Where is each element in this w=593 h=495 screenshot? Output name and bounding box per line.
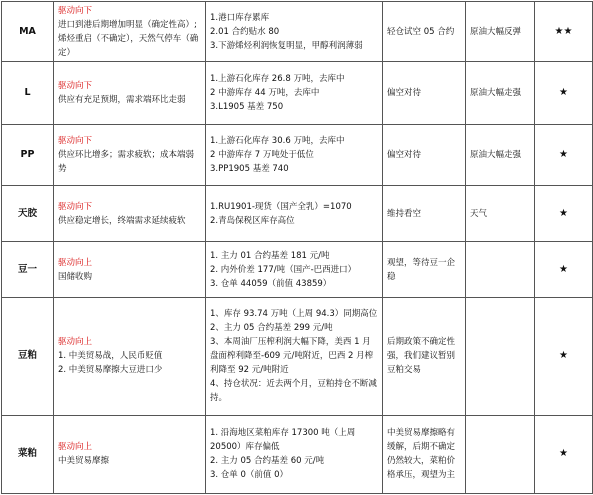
rating-stars: ★ (535, 186, 593, 242)
detail-line: 3.PP1905 基差 740 (210, 164, 289, 175)
driver-cell (54, 62, 206, 125)
detail-cell (206, 186, 383, 242)
driver-cell (54, 297, 206, 415)
detail-cell (206, 242, 383, 297)
detail-line: 1.上游石化库存 26.8 万吨，去库中 (210, 74, 345, 85)
strategy-cell: 轻仓试空 05 合约 (383, 2, 466, 62)
rating-stars: ★ (535, 125, 593, 186)
strategy-cell: 维持看空 (383, 186, 466, 242)
detail-line: 1. 主力 01 合约基差 181 元/吨 (210, 250, 330, 261)
risk-cell (466, 242, 535, 297)
detail-line: 4、持仓状况：近去两个月，豆粕持仓不断减持。 (210, 379, 377, 404)
rating-stars: ★ (535, 62, 593, 125)
detail-cell (206, 297, 383, 415)
detail-cell (206, 2, 383, 62)
commodity-name: 豆粕 (2, 297, 54, 415)
risk-cell: 原油大幅走强 (466, 125, 535, 186)
risk-cell (466, 297, 535, 415)
table-row (2, 297, 593, 415)
table-row (2, 62, 593, 125)
driver-direction: 驱动向上 (58, 337, 93, 348)
rating-stars: ★ (535, 415, 593, 493)
risk-cell: 天气 (466, 186, 535, 242)
driver-cell (54, 2, 206, 62)
driver-text: 供应稳定增长，终端需求延续疲软 (58, 215, 186, 226)
driver-direction: 驱动向上 (58, 257, 93, 268)
detail-line: 1. 沿海地区菜粕库存 17300 吨（上周 20500）库存偏低 (210, 428, 356, 453)
detail-line: 3.L1905 基差 750 (210, 102, 284, 113)
detail-line: 2 中游库存 44 万吨，去库中 (210, 88, 320, 99)
detail-line: 1、库存 93.74 万吨（上周 94.3）同期高位 (210, 309, 378, 320)
detail-line: 3.下游烯烃利润恢复明显，甲醇利润薄弱 (210, 40, 363, 51)
driver-cell (54, 186, 206, 242)
commodity-name: PP (2, 125, 54, 186)
risk-cell (466, 415, 535, 493)
risk-cell: 原油大幅反弹 (466, 2, 535, 62)
detail-line: 3. 仓单 0（前值 0） (210, 470, 289, 481)
commodity-name: 天胶 (2, 186, 54, 242)
table-row (2, 242, 593, 297)
detail-line: 3、本周油厂压榨利润大幅下降，美西 1 月盘面榨利降至-609 元/吨附近，巴西 2 月榨利降至 92 元/吨附近 (210, 337, 374, 376)
driver-direction: 驱动向下 (58, 81, 93, 92)
driver-text: 中美贸易摩擦 (58, 456, 110, 467)
detail-cell (206, 62, 383, 125)
strategy-cell: 中美贸易摩擦略有缓解，后期不确定仍然较大，菜粕价格承压，观望为主 (383, 415, 466, 493)
rating-stars: ★ (535, 242, 593, 297)
driver-text: 进口到港后期增加明显（确定性高）; (58, 19, 197, 30)
detail-line: 2.青岛保税区库存高位 (210, 215, 295, 226)
detail-cell (206, 125, 383, 186)
driver-text: 烯烃重启（不确定），天然气停车（确定） (58, 33, 199, 58)
commodity-name: 菜粕 (2, 415, 54, 493)
commodity-name: 豆一 (2, 242, 54, 297)
rating-stars: ★ (535, 297, 593, 415)
detail-line: 2.01 合约贴水 80 (210, 26, 280, 37)
rating-stars: ★★ (535, 2, 593, 62)
driver-cell (54, 125, 206, 186)
driver-direction: 驱动向下 (58, 201, 93, 212)
driver-text: 供应有充足预期，需求端环比走弱 (58, 95, 186, 106)
risk-cell: 原油大幅走强 (466, 62, 535, 125)
table-row (2, 415, 593, 493)
strategy-cell: 偏空对待 (383, 125, 466, 186)
detail-line: 1.上游石化库存 30.6 万吨，去库中 (210, 136, 345, 147)
detail-line: 2 中游库存 7 万吨处于低位 (210, 150, 314, 161)
driver-cell (54, 242, 206, 297)
commodity-name: MA (2, 2, 54, 62)
detail-line: 2. 主力 05 合约基差 60 元/吨 (210, 456, 325, 467)
driver-text: 供应环比增多；需求疲软；成本端弱势 (58, 150, 195, 175)
commodity-name: L (2, 62, 54, 125)
table-row (2, 2, 593, 62)
driver-direction: 驱动向下 (58, 136, 93, 147)
detail-line: 2、主力 05 合约基差 299 元/吨 (210, 323, 333, 334)
driver-direction: 驱动向下 (58, 5, 93, 16)
table-row (2, 186, 593, 242)
commodity-strategy-table (1, 1, 593, 494)
table-row (2, 125, 593, 186)
detail-line: 1.港口库存累库 (210, 12, 270, 23)
strategy-cell: 后期政策不确定性强，我们建议暂别豆粕交易 (383, 297, 466, 415)
strategy-cell: 观望，等待豆一企稳 (383, 242, 466, 297)
driver-direction: 驱动向上 (58, 442, 93, 453)
driver-text: 1. 中美贸易战，人民币贬值 (58, 351, 163, 362)
strategy-cell: 偏空对待 (383, 62, 466, 125)
driver-text: 国储收购 (58, 271, 93, 282)
detail-cell (206, 415, 383, 493)
detail-line: 3. 仓单 44059（前值 43859） (210, 278, 332, 289)
detail-line: 1.RU1901-现货（国产全乳）=1070 (210, 201, 352, 212)
driver-text: 2. 中美贸易摩擦大豆进口少 (58, 365, 163, 376)
detail-line: 2. 内外价差 177/吨（国产-巴西进口） (210, 264, 357, 275)
driver-cell (54, 415, 206, 493)
